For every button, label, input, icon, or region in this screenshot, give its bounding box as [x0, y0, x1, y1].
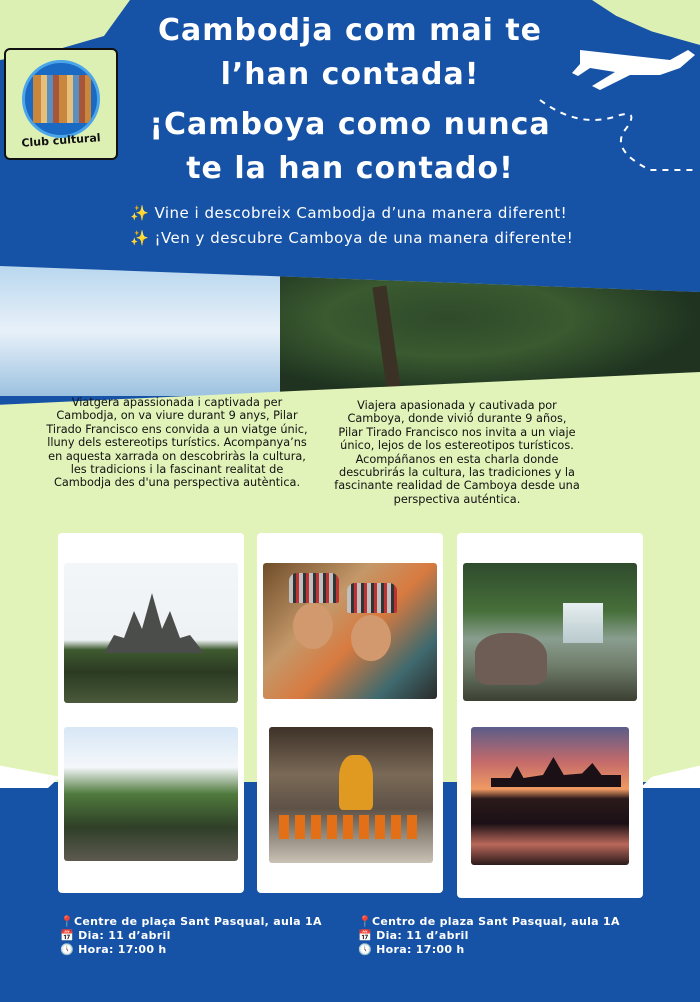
monks-row [279, 815, 419, 839]
temple-sunset-silhouette [491, 757, 621, 787]
location-es [358, 915, 658, 929]
title-ca-line1: Cambodja com mai te [157, 13, 543, 48]
event-info-ca [60, 915, 350, 957]
elephant [475, 633, 547, 685]
calendar-icon: 📅 [358, 929, 372, 942]
photo-card-middle [257, 533, 443, 893]
logo-text: Club cultural [21, 131, 101, 150]
buddha-monks-photo [269, 727, 433, 863]
date-es-text: Dia: 11 d’abril [376, 929, 469, 942]
waterfall [563, 603, 603, 643]
photo-card-left [58, 533, 244, 893]
event-info-es [358, 915, 658, 957]
location-ca [60, 915, 350, 929]
subtitle-es: ✨ ¡Ven y descubre Camboya de una manera diferente! [130, 229, 574, 247]
angkor-wat-photo [64, 563, 238, 703]
title-ca-line2: l’han contada! [220, 57, 480, 92]
calendar-icon: 📅 [60, 929, 74, 942]
time-es [358, 943, 658, 957]
logo-emblem [22, 60, 100, 138]
title-es-line1: ¡Camboya como nunca [149, 107, 551, 142]
pin-icon: 📍 [358, 915, 372, 928]
elephant-waterfall-photo [463, 563, 637, 701]
photo-card-right [457, 533, 643, 898]
temple-silhouette [104, 593, 204, 653]
travelers-selfie-photo [263, 563, 437, 699]
ta-prohm-tree-photo [64, 727, 238, 861]
buddha-statue [339, 755, 373, 810]
description-ca: Viatgera apassionada i captivada per Cambodja, on va viure durant 9 anys, Pilar Tirado Francisco ens convida a un viatge únic, lluny dels estereotips turístics. Acompanya’ns en aquesta xarrada on descobriràs la cultura, les tradicions i la fascinant realitat de Cambodja des d'una perspectiva autèntica. [46, 396, 308, 490]
clock-icon: 🕔 [358, 943, 372, 956]
time-ca [60, 943, 350, 957]
description-es: Viajera apasionada y cautivada por Camboya, donde vivió durante 9 años, Pilar Tirado Francisco nos invita a un viaje único, lejos de los estereotipos turísticos. Acompáñanos en esta charla donde descubrirás la cultura, las tradiciones y la fascinante realidad de Camboya desde una perspectiva auténtica. [334, 399, 580, 506]
angkor-sunset-photo [471, 727, 629, 865]
jungle-banner-photo [0, 266, 700, 396]
title-es-line2: te la han contado! [186, 151, 514, 186]
date-ca-text: Dia: 11 d’abril [78, 929, 171, 942]
time-ca-text: Hora: 17:00 h [78, 943, 167, 956]
date-es [358, 929, 658, 943]
pin-icon: 📍 [60, 915, 74, 928]
clock-icon: 🕔 [60, 943, 74, 956]
logo-photo-collage [33, 75, 91, 123]
location-ca-text: Centre de plaça Sant Pasqual, aula 1A [74, 915, 322, 928]
time-es-text: Hora: 17:00 h [376, 943, 465, 956]
subtitle-ca: ✨ Vine i descobreix Cambodja d’una manera diferent! [130, 204, 568, 222]
location-es-text: Centro de plaza Sant Pasqual, aula 1A [372, 915, 620, 928]
date-ca [60, 929, 350, 943]
